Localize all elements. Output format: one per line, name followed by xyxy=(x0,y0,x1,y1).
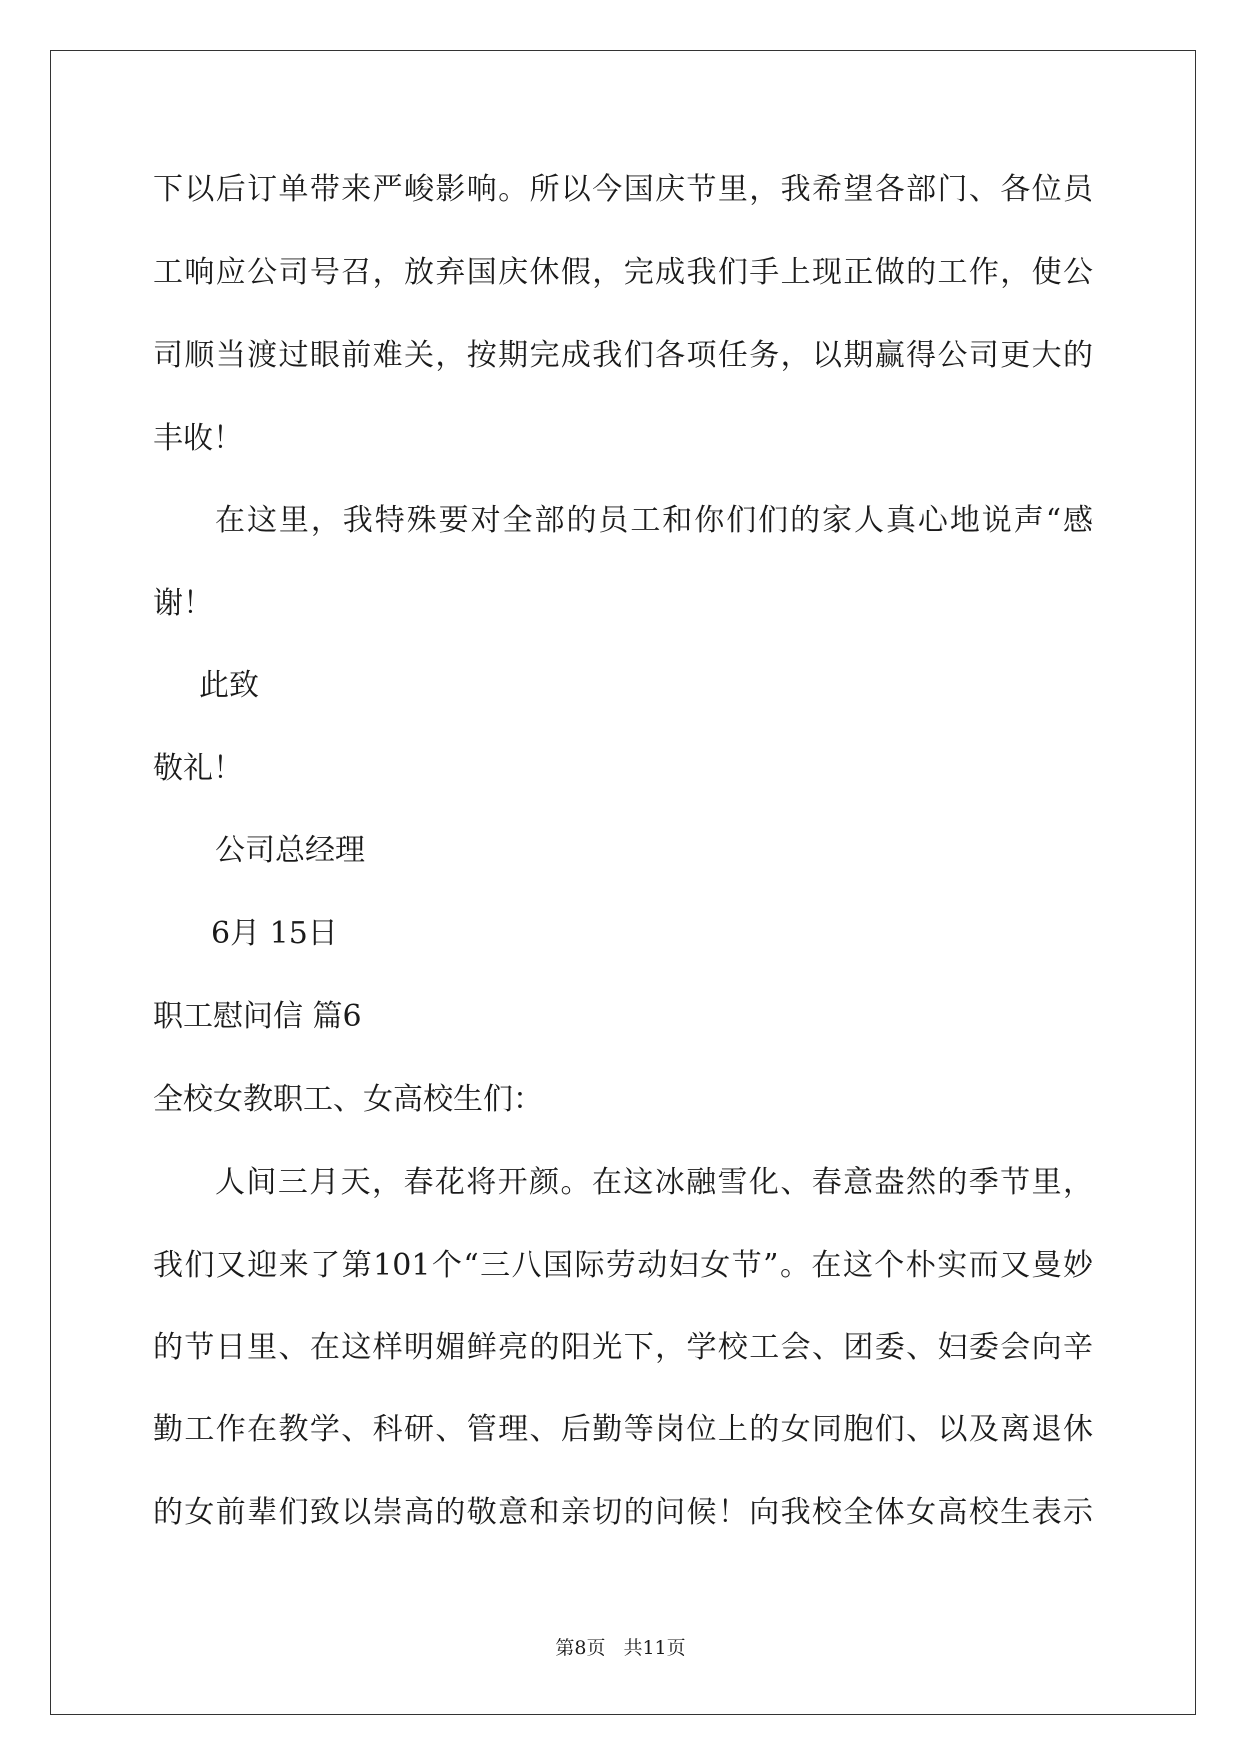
page-total: 共11页 xyxy=(623,1637,686,1659)
text-line-6: 谢！ xyxy=(153,586,213,621)
text-line-14: 我们又迎来了第101个“三八国际劳动妇女节”。在这个朴实而又曼妙 xyxy=(153,1248,1093,1283)
text-line-2: 工响应公司号召，放弃国庆休假，完成我们手上现正做的工作，使公 xyxy=(153,255,1093,290)
text-line-16: 勤工作在教学、科研、管理、后勤等岗位上的女同胞们、以及离退休 xyxy=(153,1412,1093,1447)
text-line-17: 的女前辈们致以崇高的敬意和亲切的问候！向我校全体女高校生表示 xyxy=(153,1495,1093,1530)
signature-line: 公司总经理 xyxy=(215,833,365,868)
page-border xyxy=(50,50,1196,1715)
page-number: 第8页 xyxy=(555,1637,606,1659)
text-line-15: 的节日里、在这样明媚鲜亮的阳光下，学校工会、团委、妇委会向辛 xyxy=(153,1330,1093,1365)
date-line: 6月 15日 xyxy=(211,916,338,951)
text-line-4: 丰收！ xyxy=(153,421,243,456)
regards-line: 敬礼！ xyxy=(153,751,243,786)
text-line-1: 下以后订单带来严峻影响。所以今国庆节里，我希望各部门、各位员 xyxy=(153,172,1093,207)
text-line-3: 司顺当渡过眼前难关，按期完成我们各项任务，以期赢得公司更大的 xyxy=(153,338,1093,373)
recipient-line: 全校女教职工、女高校生们： xyxy=(153,1082,543,1117)
section-heading: 职工慰问信 篇6 xyxy=(153,999,362,1034)
page-footer xyxy=(0,1636,1241,1660)
text-line-5: 在这里，我特殊要对全部的员工和你们们的家人真心地说声“感 xyxy=(215,503,1093,538)
salutation-line: 此致 xyxy=(199,668,259,703)
text-line-13: 人间三月天，春花将开颜。在这冰融雪化、春意盎然的季节里， xyxy=(215,1165,1093,1200)
